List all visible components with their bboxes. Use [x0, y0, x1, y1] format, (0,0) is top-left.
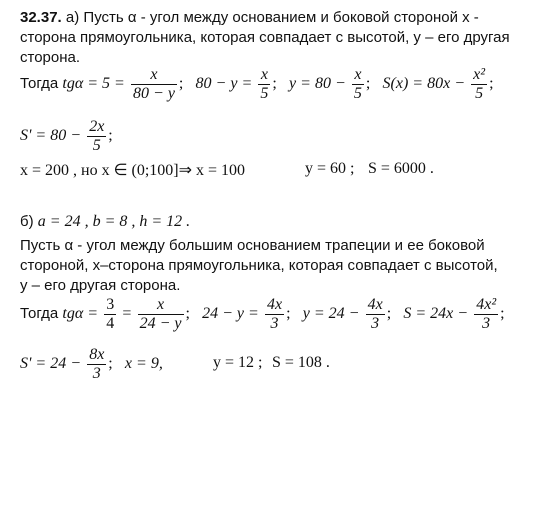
- part-a-eq2-num: x: [258, 66, 270, 85]
- part-b-eq4-fraction: [474, 296, 498, 333]
- part-a-eq3-num: x: [352, 66, 364, 85]
- part-b-eq1b-fraction: [138, 296, 184, 333]
- part-b-intro-line-1: Пусть α - угол между большим основанием трапеции и ее боковой: [20, 237, 485, 254]
- part-b-intro-line-3: у – его другая сторона.: [20, 277, 181, 294]
- part-b-result-y: y = 12 ;: [213, 354, 263, 371]
- part-b-derivative-line: S' = 24 − $\frac{8x}{3}$ ; x = 9,: [20, 345, 163, 382]
- part-a-eq3-den: 5: [353, 84, 362, 102]
- part-b-label: б): [20, 213, 34, 230]
- part-a-eq3-fraction: [352, 66, 364, 103]
- part-b-eq4-den: 3: [482, 314, 491, 332]
- part-a-eq4-num: x²: [473, 65, 486, 83]
- part-a-eq2-left: 80 − y =: [195, 75, 253, 92]
- part-a-intro-line-2: сторона прямоугольника, которая совпадает с высотой, у – его другая: [20, 29, 510, 46]
- part-b-eq1b-den: 24 − y: [139, 314, 182, 332]
- part-a-result-s: S = 6000 .: [368, 160, 434, 177]
- part-a-eq4-left: S(x) = 80x −: [382, 75, 465, 92]
- part-b-equations: Тогда tgα = $\frac{3}{4}$ = $\frac{x}{24 - y}$ ; 24 − y = $\frac{4x}{3}$ ; y = 24 − $\frac{4x}{3}$ ; S = 24x − $\frac{\text{4x²}}{3}$ ;: [20, 295, 505, 332]
- problem-number: 32.37.: [20, 9, 62, 26]
- part-a-eq1-den: 80 − y: [133, 84, 175, 102]
- part-b-eq1-mid: =: [122, 305, 132, 322]
- part-b-eq3-num: 4x: [367, 295, 383, 313]
- part-b-eq3-fraction: [366, 296, 385, 333]
- part-a-eq3-left: y = 80 −: [289, 75, 346, 92]
- part-b-then: Тогда: [20, 305, 59, 322]
- part-a-then: Тогда: [20, 75, 59, 92]
- part-b-deriv-fraction: [87, 346, 106, 383]
- part-b-given: a = 24 , b = 8 , h = 12 .: [37, 213, 191, 230]
- part-a-text-1: Пусть α - угол между основанием и боковой стороной х -: [83, 9, 479, 26]
- part-a-eq4-fraction: [471, 66, 487, 103]
- part-a-deriv-den: 5: [92, 136, 101, 154]
- part-a-eq1-fraction: [131, 66, 177, 103]
- part-a-intro-line-3: сторона.: [20, 49, 81, 66]
- part-a-result-y: y = 60 ;: [305, 160, 355, 177]
- part-a-equations: Тогда tgα = 5 = $\frac{x}{80 - y}$ ; 80 − y = $\frac{x}{5}$ ; y = 80 − $\frac{x}{5}$ ; S(x) = 80x − $\frac{\text{x²}}{5}$ ;: [20, 65, 494, 102]
- part-b-eq1a-num: 3: [106, 295, 115, 313]
- part-a-result-x: x = 200 , но x ∈ (0;100]⇒ x = 100: [20, 162, 246, 179]
- part-a-deriv-fraction: [87, 118, 106, 155]
- part-b-eq3-den: 3: [371, 314, 380, 332]
- part-a-eq2-fraction: [258, 66, 270, 103]
- part-a-eq2-den: 5: [260, 84, 269, 102]
- part-a-deriv-left: S' = 80 −: [20, 127, 82, 144]
- part-b-eq3-left: y = 24 −: [302, 305, 360, 322]
- part-b-eq4-num: 4x²: [476, 295, 497, 313]
- part-b-eq2-den: 3: [270, 314, 279, 332]
- part-b-eq2-left: 24 − y =: [202, 305, 259, 322]
- part-b-given-line: [20, 212, 190, 232]
- part-a-eq1-left: tgα = 5 =: [62, 75, 125, 92]
- part-b-eq2-fraction: [265, 296, 284, 333]
- part-a-eq4-den: 5: [475, 84, 484, 102]
- part-a-intro-line-1: [20, 8, 479, 28]
- part-b-eq1a-fraction: [104, 296, 116, 333]
- part-b-intro-line-2: стороной, х–сторона прямоугольника, которая совпадает с высотой,: [20, 257, 498, 274]
- part-a-label: а): [65, 9, 80, 26]
- part-b-eq4-left: S = 24x −: [403, 305, 469, 322]
- part-b-eq1-left: tgα =: [62, 305, 99, 322]
- part-a-eq1-num: x: [131, 66, 177, 85]
- part-b-result-s: S = 108 .: [272, 354, 330, 371]
- part-b-deriv-num: 8x: [89, 345, 105, 363]
- part-a-deriv-num: 2x: [89, 117, 105, 135]
- part-b-eq2-num: 4x: [267, 295, 283, 313]
- part-a-derivative: S' = 80 − $\frac{2x}{5}$ ;: [20, 117, 113, 154]
- part-b-eq1a-den: 4: [106, 314, 115, 332]
- part-b-deriv-den: 3: [92, 364, 101, 382]
- part-b-deriv-left: S' = 24 −: [20, 355, 82, 372]
- part-b-result-x: x = 9,: [124, 355, 163, 372]
- part-b-eq1b-num: x: [138, 296, 184, 315]
